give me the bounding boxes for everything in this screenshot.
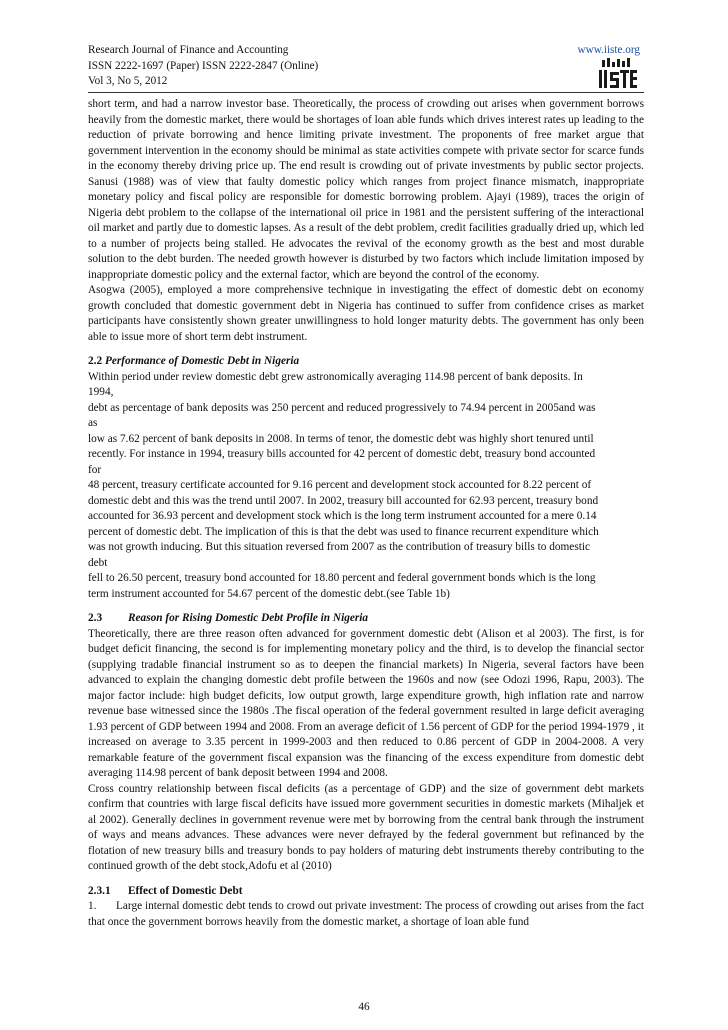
text-line: Within period under review domestic debt grew astronomically averaging 114.98 percent of bank deposits. In	[88, 370, 583, 383]
list-item	[88, 899, 644, 930]
paragraph-asogwa: Asogwa (2005), employed a more comprehensive technique in investigating the effect of domestic debt on economy growth concluded that domestic government debt in Nigeria has continued to suffer from confidence crises as market participants have consistently shown greater unwillingness to hold longer maturity debts. The government has only been able to issue more of short term debt instrument.	[88, 284, 644, 343]
paragraph-cross-country: Cross country relationship between fiscal deficits (as a percentage of GDP) and the size of government debt markets confirm that countries with large fiscal deficits have issued more government securities in domestic markets (Mihaljek et al 2002). Generally declines in government revenue were met by borrowing from the central bank through the instrument of ways and means advances. These advances were never defrayed by the federal government but refinanced by the flotation of new treasury bills and treasury bonds to pay holders of maturing debt instruments thereby contributing to the continued growth of the debt stock,Adofu et al (2010)	[88, 782, 644, 872]
iiste-logo	[598, 58, 638, 90]
section-number: 2.3	[88, 612, 103, 624]
section-number: 2.3.1	[88, 884, 111, 897]
text-line: 1994,	[88, 386, 114, 398]
text-line: debt	[88, 556, 108, 569]
text-line: accounted for 36.93 percent and development stock which is the long term instrument accounted for a mere 0.14	[88, 510, 597, 522]
text-line: was not growth inducing. But this situation reversed from 2007 as the contribution of treasury bills to domestic	[88, 541, 591, 553]
section-title: Performance of Domestic Debt in Nigeria	[104, 355, 300, 367]
text-line: for	[88, 463, 102, 476]
text-line: 48 percent, treasury certificate accounted for 9.16 percent and development stock accounted for 8.22 percent of	[88, 479, 592, 491]
volume-line: Vol 3, No 5, 2012	[88, 75, 168, 87]
list-item-text: Large internal domestic debt tends to crowd out private investment: The process of crowding out arises from the fact that once the government borrows heavily from the domestic market, a shortage of loan able fund	[88, 900, 644, 928]
header-divider	[88, 92, 644, 93]
list-item-number: 1.	[88, 900, 97, 912]
text-line: percent of domestic debt. The implication of this is that the debt was used to finance recurrent expenditure which	[88, 525, 599, 538]
paragraph-performance	[88, 370, 644, 603]
text-line: debt as percentage of bank deposits was 250 percent and reduced progressively to 74.94 percent in 2005and was	[88, 401, 596, 414]
section-heading-2-3	[88, 611, 644, 627]
page-header	[88, 43, 644, 87]
journal-url-link[interactable]: www.iiste.org	[577, 44, 640, 56]
text-line: as	[88, 417, 98, 429]
page-number: 46	[358, 1001, 370, 1013]
text-line: recently. For instance in 1994, treasury bills accounted for 42 percent of domestic debt, treasury bond accounted	[88, 448, 596, 460]
text-line: low as 7.62 percent of bank deposits in 2008. In terms of tenor, the domestic debt was highly short tenured until	[88, 432, 594, 445]
text-line: term instrument accounted for 54.67 percent of the domestic debt.(see Table 1b)	[88, 587, 450, 600]
journal-title: Research Journal of Finance and Accounting	[88, 44, 289, 56]
text-line: fell to 26.50 percent, treasury bond accounted for 18.80 percent and federal government bonds which is the long	[88, 572, 596, 584]
text-line: domestic debt and this was the trend until 2007. In 2002, treasury bill accounted for 62.93 percent, treasury bond	[88, 494, 599, 507]
section-title: Reason for Rising Domestic Debt Profile in Nigeria	[128, 612, 369, 624]
section-heading-2-2	[88, 354, 644, 370]
paragraph-crowding-out: short term, and had a narrow investor base. Theoretically, the process of crowding out arises when government borrows heavily from the domestic market, there would be shortages of loan able funds which drives interest rates up leading to the reduction of private borrowing and hence limiting private investment. The proponents of free market argue that government intervention in the economy should be minimal as state activities compete with private sector for scarce funds in the economy thereby driving price up. The end result is crowding out of private investments by public sector projects. Sanusi (1988) was of view that faulty domestic policy which ranges from project finance mismatch, inappropriate monetary policy and fiscal policy are responsible for domestic borrowing problem. Ajayi (1989), traces the origin of Nigeria debt problem to the collapse of the international oil price in 1981 and the persistent suffering of the interactional oil market and partly due to domestic lapses. As a result of the debt problem, credit facilities gradually dried up, which led to a number of projects being stalled. He advocates the revival of the economy growth as the best and most durable solution to the debt burden. The needed growth however is disturbed by two factors which include limitation imposed by inappropriate domestic policy and the external factor, which are beyond the control of the economy.	[88, 98, 644, 281]
section-number: 2.2	[88, 355, 103, 367]
article-body	[88, 97, 644, 930]
section-heading-2-3-1	[88, 884, 644, 900]
issn-line: ISSN 2222-1697 (Paper) ISSN 2222-2847 (Online)	[88, 59, 319, 72]
paragraph-reasons: Theoretically, there are three reason often advanced for government domestic debt (Alison et al 2003). The first, is for budget deficit financing, the second is for implementing monetary policy and the third, is to develop the financial sector (supplying tradable financial instrument so as to deepen the financial markets) In Nigeria, several factors have been advanced to explain the changing domestic debt profile between the 1960s and now (see Odozi 1996, Rapu, 2003). The major factor include: high budget deficits, low output growth, large expenditure growth, high inflation rate and narrow revenue base witnessed since the 1980s .The fiscal operation of the federal government resulted in large deficit averaging 1.93 percent of GDP between 1994 and 2008. From an average deficit of 1.56 percent of GDP for the period 1994-1979 , it increased on average to 3.35 percent in 1999-2003 and then reduced to 0.86 percent of GDP in 2004-2008. A very remarkable feature of the government fiscal expansion was the financing of the excess expenditure from domestic debt averaging 114.98 percent of bank deposit between 1994 and 2008.	[88, 627, 644, 779]
section-title: Effect of Domestic Debt	[128, 884, 243, 897]
